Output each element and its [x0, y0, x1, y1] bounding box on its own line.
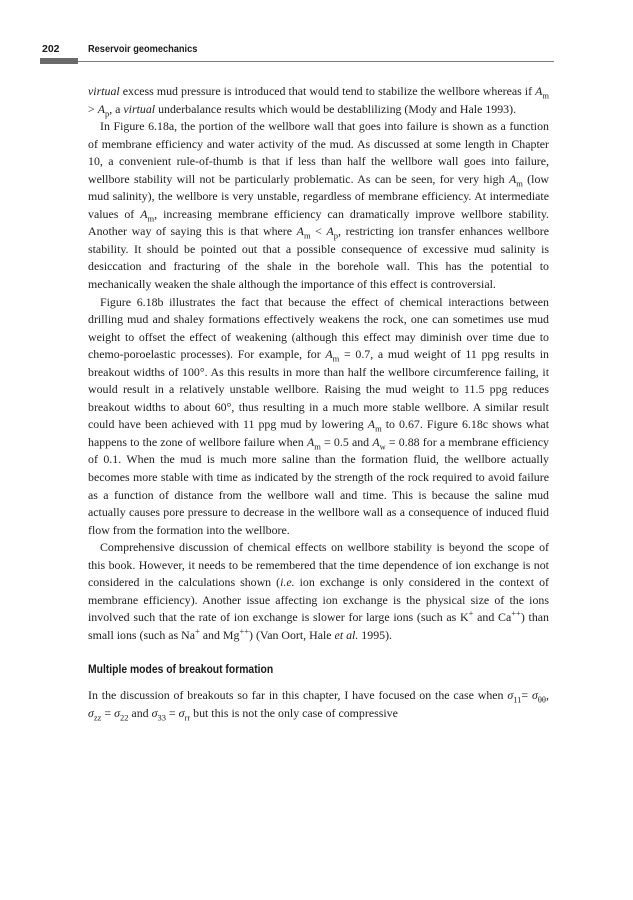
text-run: but this is not the only case of compressive [190, 705, 398, 720]
text-run: ) (Van Oort, Hale [249, 627, 335, 642]
subscript: p [333, 230, 339, 241]
subscript: θθ [537, 694, 546, 705]
paragraph [88, 687, 549, 722]
italic-run: virtual [123, 101, 156, 116]
subscript: m [516, 178, 523, 189]
subscript: m [542, 90, 549, 101]
text-run: to 0.67. Figure 6.18c shows what happens to the zone of wellbore failure when [88, 417, 549, 449]
text-run: and Ca [473, 610, 512, 625]
italic-run: A [306, 434, 315, 449]
subscript: 11 [513, 694, 522, 705]
text-run: , restricting ion transfer enhances wellbore stability. It should be pointed out that a possible consequence of excessive mud salinity is desiccation and fracturing of the shale in the borehole wall. This has the potential to mechanically weaken the shale although the importance of this effect is controversial. [88, 224, 549, 292]
text-run: = 0.7, a mud weight of 11 ppg results in breakout widths of 100°. As this results in more than half the wellbore circumference failing, it would result in a relatively unstable wellbore. Raising the mud weight to 11.5 ppg reduces breakout widths to about 60°, thus resulting in a much more stable wellbore. A similar result could have been achieved with 11 ppg mud by lowering [88, 347, 549, 432]
text-run: = 0.5 and [320, 434, 373, 449]
section-heading: Multiple modes of breakout formation [88, 663, 274, 676]
subscript: m [303, 230, 311, 241]
subscript: m [314, 441, 321, 452]
text-run: excess mud pressure is introduced that would tend to stabilize the wellbore whereas if [119, 84, 536, 98]
italic-run: σ [114, 705, 120, 720]
subscript: 33 [157, 711, 166, 722]
header-rule [78, 61, 554, 62]
text-run: , a [109, 101, 124, 116]
subscript: 22 [119, 711, 129, 722]
subscript: m [332, 353, 340, 364]
subscript: rr [184, 711, 191, 722]
subscript: m [147, 213, 155, 224]
text-run: 1995). [358, 627, 393, 642]
subscript: w [379, 441, 386, 452]
italic-run: A [508, 171, 517, 186]
text-run: underbalance results which would be destablilizing (Mody and Hale 1993). [155, 101, 517, 116]
text-run: , increasing membrane efficiency can dramatically improve wellbore stability. Another way of saying this is that where [88, 206, 549, 239]
text-run: < [310, 224, 327, 239]
italic-run: A [296, 224, 304, 239]
text-run: = [101, 705, 115, 720]
subscript: zz [93, 711, 102, 722]
italic-run: et al. [334, 627, 359, 642]
italic-run: virtual [88, 84, 120, 98]
running-header [0, 41, 633, 71]
text-run: and Mg [199, 627, 240, 642]
text-run: In Figure 6.18a, the portion of the wellbore wall that goes into failure is shown as a function of membrane efficiency and water activity of the mud. As discussed at some length in Chapter 10, a convenient rule-of-thumb is that if less than half the wellbore wall goes into failure, wellbore stability will not be particularly problematic. As can be seen, for very high [88, 119, 549, 186]
text-run: (low mud salinity), the wellbore is very unstable, regardless of membrane efficiency. At intermediate values of [88, 171, 549, 221]
text-run: ) than small ions (such as Na [88, 610, 550, 642]
italic-run: A [367, 417, 376, 432]
italic-run: A [97, 101, 105, 116]
text-run: Figure 6.18b illustrates the fact that because the effect of chemical interactions between drilling mud and shaley formations effectively weakens the rock, one can sometimes use mud weight to offset the effect of weakening (although this effect may diminish over time due to chemo-poroelastic processes). For example, for [88, 294, 549, 362]
subscript: m [375, 423, 382, 434]
text-run: = [521, 688, 532, 703]
italic-run: σ [151, 705, 158, 720]
page-number-bar [40, 58, 78, 64]
text-run: ion exchange is only considered in the context of membrane efficiency). Another issue affecting ion exchange is the physical size of the ions involved such that the rate of ion exchange is slower for large ions (such as K [88, 575, 549, 625]
body-text [88, 83, 549, 722]
italic-run: A [140, 206, 148, 221]
text-run: , [546, 688, 549, 703]
text-run: = [165, 705, 179, 720]
paragraph [88, 118, 549, 293]
italic-run: σ [88, 705, 94, 720]
text-run: = 0.88 for a membrane efficiency of 0.1. When the mud is much more saline than the formation fluid, the wellbore actually becomes more stable with time as indicated by the strength of the rock required to avoid failure as a function of distance from the wellbore wall and time. This is because the saline mud actually causes pore pressure to decrease in the wellbore wall as a consequence of induced fluid flow from the formation into the wellbore. [88, 434, 549, 537]
italic-run: A [372, 434, 380, 449]
superscript: + [195, 625, 200, 636]
page-number: 202 [42, 43, 60, 55]
superscript: + [468, 608, 474, 619]
text-run: In the discussion of breakouts so far in this chapter, I have focused on the case when [88, 688, 508, 703]
paragraph [88, 294, 549, 540]
superscript: ++ [239, 625, 250, 636]
italic-run: σ [178, 705, 185, 720]
italic-run: A [326, 224, 334, 239]
italic-run: σ [507, 688, 514, 703]
running-title: Reservoir geomechanics [88, 43, 198, 55]
text-run: Comprehensive discussion of chemical effects on wellbore stability is beyond the scope of this book. However, it needs to be remembered that the time dependence of ion exchange is not considered in the calculations shown ( [88, 540, 549, 590]
italic-run: σ [531, 688, 538, 703]
italic-run: i.e. [280, 575, 295, 590]
italic-run: A [535, 84, 543, 98]
paragraph [88, 539, 549, 644]
superscript: ++ [511, 608, 521, 619]
paragraph [88, 83, 549, 118]
text-run: and [128, 705, 152, 720]
subscript: p [104, 107, 110, 118]
italic-run: A [325, 347, 333, 362]
text-run: > [88, 101, 98, 116]
